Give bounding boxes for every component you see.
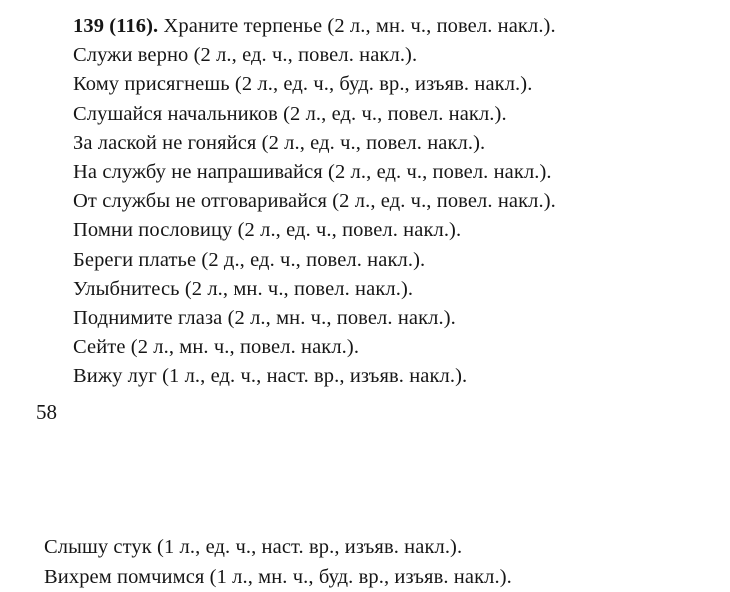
- exercise-line: На службу не напрашивайся (2 л., ед. ч., повел. накл.).: [73, 160, 552, 183]
- exercise-number: 139 (116).: [73, 15, 159, 37]
- continuation-line: Слышу стук (1 л., ед. ч., наст. вр., изъяв. накл.).: [44, 536, 463, 558]
- exercise-line: Улыбнитесь (2 л., мн. ч., повел. накл.).: [73, 277, 414, 300]
- exercise-line: Вижу луг (1 л., ед. ч., наст. вр., изъяв. накл.).: [73, 365, 468, 388]
- continuation-block: [44, 532, 724, 592]
- exercise-line: Служи верно (2 л., ед. ч., повел. накл.).: [73, 44, 418, 67]
- exercise-line: Сейте (2 л., мн. ч., повел. накл.).: [73, 336, 360, 359]
- page-number: 58: [36, 400, 57, 424]
- exercise-line: Слушайся начальников (2 л., ед. ч., повел. накл.).: [73, 102, 507, 125]
- exercise-line-text: Храните терпенье (2 л., мн. ч., повел. накл.).: [163, 15, 556, 37]
- exercise-line: Береги платье (2 д., ед. ч., повел. накл.).: [73, 248, 426, 271]
- exercise-line: Помни пословицу (2 л., ед. ч., повел. накл.).: [73, 219, 462, 242]
- exercise-line: Поднимите глаза (2 л., мн. ч., повел. накл.).: [73, 306, 456, 329]
- exercise-line: Кому присягнешь (2 л., ед. ч., буд. вр., изъяв. накл.).: [73, 73, 533, 96]
- exercise-block: [73, 12, 723, 391]
- exercise-line: [73, 12, 723, 41]
- continuation-line: Вихрем помчимся (1 л., мн. ч., буд. вр., изъяв. накл.).: [44, 566, 512, 588]
- exercise-line: За лаской не гоняйся (2 л., ед. ч., повел. накл.).: [73, 131, 486, 154]
- exercise-line: От службы не отговаривайся (2 л., ед. ч., повел. накл.).: [73, 190, 556, 213]
